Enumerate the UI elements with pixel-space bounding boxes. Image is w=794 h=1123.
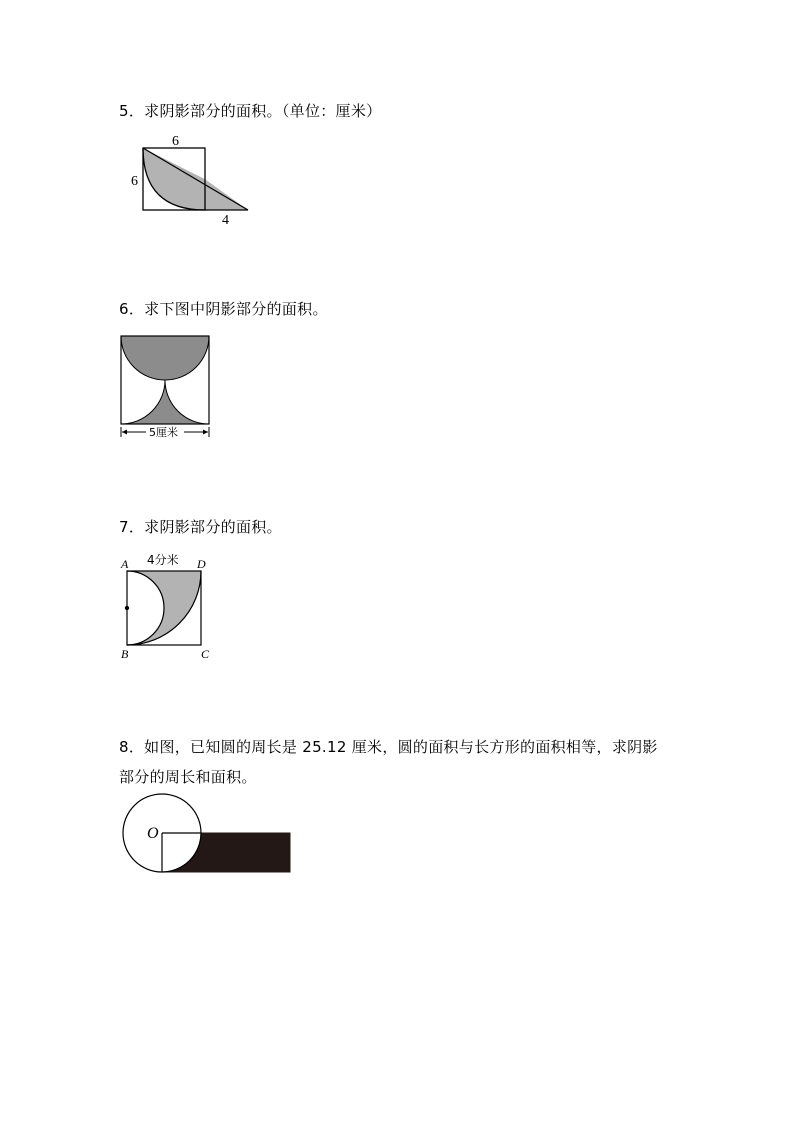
shaded-triangle-outside xyxy=(205,179,248,210)
point-c-label: C xyxy=(201,647,210,661)
question-8 xyxy=(119,737,658,757)
shaded-semicircle xyxy=(121,336,209,380)
shaded-region xyxy=(162,833,290,872)
midpoint-dot xyxy=(125,606,129,610)
bottom-label: 4 xyxy=(222,213,229,228)
point-a-label: A xyxy=(121,557,129,571)
question-text-line2: 部分的周长和面积。 xyxy=(119,768,257,786)
question-5 xyxy=(119,101,381,121)
question-7 xyxy=(119,517,282,537)
question-number: 8． xyxy=(119,738,145,756)
arrow-left xyxy=(122,430,127,435)
top-label: 6 xyxy=(172,134,179,149)
question-8-line2 xyxy=(119,767,257,787)
figure-5 xyxy=(110,128,270,233)
figure-6 xyxy=(110,330,220,445)
question-6 xyxy=(119,299,328,319)
point-d-label: D xyxy=(197,557,206,571)
question-text-line1: 如图，已知圆的周长是 25.12 厘米，圆的面积与长方形的面积相等，求阴影 xyxy=(144,738,658,756)
question-number: 6． xyxy=(119,300,145,318)
dimension-label: 5厘米 xyxy=(149,426,178,439)
shaded-cusp-region xyxy=(121,380,209,424)
figure-7 xyxy=(110,548,220,663)
point-b-label: B xyxy=(121,647,129,661)
question-number: 5． xyxy=(119,102,145,120)
arrow-right xyxy=(203,430,208,435)
question-text: 求阴影部分的面积。 xyxy=(144,518,282,536)
left-label: 6 xyxy=(131,174,138,189)
top-label: 4分米 xyxy=(147,553,179,567)
question-text: 求下图中阴影部分的面积。 xyxy=(144,300,328,318)
question-text: 求阴影部分的面积。（单位：厘米） xyxy=(144,102,382,120)
question-number: 7． xyxy=(119,518,145,536)
figure-8 xyxy=(110,788,300,883)
center-label: O xyxy=(147,825,159,842)
